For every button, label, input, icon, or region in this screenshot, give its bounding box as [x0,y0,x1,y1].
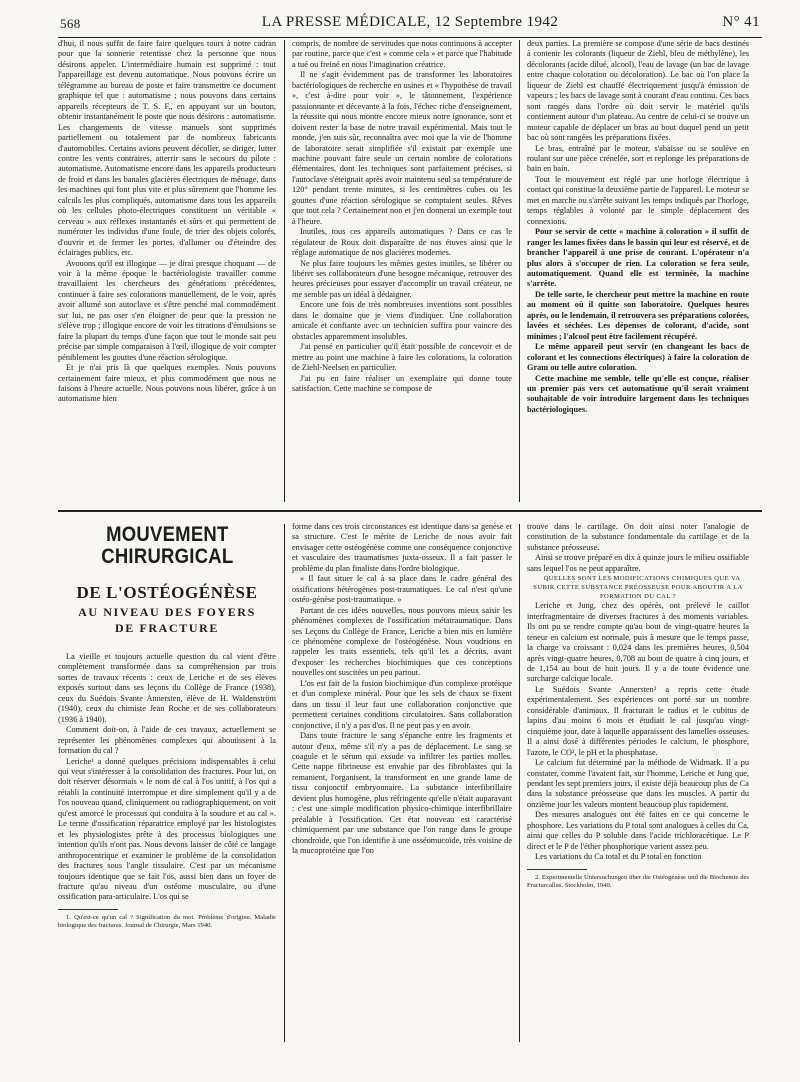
paragraph: La vieille et toujours actuelle question du cal vient d'être complètement transformée dans sa compréhension par trois sortes de travaux récents : ceux de Leriche et de ses élèves exposés surtout dans ses leçons du Collège de France (1938), ceux du Suédois Svante Annersten, élève de H. Waldenström (1940), ceux du chimiste Jean Roche et de ses collaborateurs (1936 à 1940). [58,652,276,724]
article-title-line: AU NIVEAU DES FOYERS [78,605,256,619]
top-column-2 [292,39,512,505]
top-column-1 [58,39,276,505]
paragraph: Ne plus faire toujours les mêmes gestes inutiles, se libérer ou libérer ses collaborateurs d'une besogne mécanique, retrouver des heures précieuses pour essayer d'accomplir un travail créateur, ne me semble pas un idéal à dédaigner. [292,258,512,299]
paragraph: Cette machine me semble, telle qu'elle est conçue, réaliser un premier pas vers cet automatisme qu'il serait vraiment souhaitable de voir introduire largement dans les techniques bactériologiques. [527,373,749,414]
top-column-3 [527,39,749,505]
paragraph: Le calcium fut déterminé par la méthode de Widmark. Il a pu constater, comme l'avaient fait, sur l'homme, Leriche et Jung que, pendant les sept premiers jours, il existe déjà beaucoup plus de Ca dans la substance préosseuse que dans les muscles. A partir du onzième jour les valeurs montent beaucoup plus rapidement. [527,758,749,809]
column-rule [519,524,520,1042]
paragraph: trouve dans le cartilage. On doit ainsi noter l'analogie de constitution de la substance fondamentale du cartilage et de la substance préosseuse. [527,522,749,552]
paragraph: J'ai pensé en particulier qu'il était possible de concevoir et de mettre au point une machine à faire les colorations, la coloration de Ziehl-Neelsen en particulier. [292,342,512,373]
paragraph: Leriche¹ a donné quelques précisions indispensables à celui qui veut s'intéresser à la consolidation des fractures. Pour lui, on doit réserver désormais « le nom de cal à l'os unitif, à l'os qui a rétabli la continuité interrompue et dire simplement qu'il y a de l'os nouveau quand, cliniquement ou radiographiquement, on voit qu'est amorcé le processus qui conduira à la soudure et au cal ». Le terme d'ossification réparatrice employé par les histologistes et les physiologistes prête à des processus biologiques une intention qu'ils n'ont pas. Nous devons laisser de côté ce langage anthropocentrique et examiner le problème de la consolidation des fractures sous l'angle tissulaire. C'est par un mécanisme toujours identique que se fait l'os, aussi bien dans un foyer de fracture qu'au niveau d'un ostéome musculaire, ou d'une ossification para-articulaire. L'os qui se [58,756,276,902]
footnote-rule [527,869,587,870]
column-rule [284,40,285,502]
subheading: QUELLES SONT LES MODIFICATIONS CHIMIQUES QUE VA SUBIR CETTE SUBSTANCE PRÉOSSEUSE POUR ABOUTIR A LA FORMATION DU CAL ? [533,575,743,601]
paragraph: J'ai pu en faire réaliser un exemplaire qui donne toute satisfaction. Cette machine se compose de [292,373,512,393]
section-title: MOUVEMENT CHIRURGICAL [101,523,234,568]
article-title [58,582,276,636]
column-rule [519,40,520,502]
paragraph: Tout le mouvement est réglé par une horloge électrique à contact qui constitue la deuxième partie de l'appareil. Le moteur se met en marche ou s'arrête suivant les temps indiqués par l'horloge, temps réglables à volonté par le simple déplacement des connexions. [527,174,749,226]
paragraph: Les variations du Ca total et du P total en fonction [535,852,702,862]
article-column-1 [58,522,276,1044]
paragraph: Comment doit-on, à l'aide de ces travaux, actuellement se représenter les phénomènes complexes qui aboutissent à la formation du cal ? [58,725,276,756]
paragraph: Le bras, entraîné par le moteur, s'abaisse ou se soulève en roulant sur une pièce crénelée, sort et replonge les préparations de bain en bain. [527,143,749,174]
paragraph: compris, de nombre de servitudes que nous continuons à accepter par routine, parce que c'est « comme cela » et parce que l'habitude a tué ou freiné en nous l'imagination créatrice. [292,39,512,69]
paragraph: forme dans ces trois circonstances est identique dans sa genèse et sa structure. C'est le mérite de Leriche de nous avoir fait envisager cette ostéogénèse comme une conséquence conjonctive et vasculaire des traumatismes juxta-osseux. Il a fait passer le problème du plan finaliste dans l'ordre biologique. [292,522,512,573]
paragraph: Et je n'ai pris là que quelques exemples. Nous pouvons certainement faire mieux, et plus commodément que nous ne faisons à l'heure actuelle. Nous pouvons nous libérer, grâce à un automatisme bien [58,363,276,404]
article-column-3 [527,522,749,1044]
paragraph: Avouons qu'il est illogique — je dirai presque choquant — de voir à la même époque le bactériologiste travailler comme travaillaient les chercheurs des générations précédentes, continuer à faire ses colorations manuellement, de le voir, après avoir allumé son autoclave et s'être penché mal commodément sur lui, ne pas oser s'en éloigner de peur que la pression ne s'élève trop ; illogique encore de voir les titrations d'émulsions se faire la plupart du temps d'une façon que tout le monde sait peu précise par simple comparaison à l'œil, illogique de voir compter péniblement les gouttes d'une réaction sérologique. [58,258,276,362]
issue-number: N° 41 [722,14,760,30]
paragraph: Leriche et Jung, chez des opérés, ont prélevé le caillot interfragmentaire de diverses fractures à des moments variables. Ils ont pu se rendre compte qu'au bout de vingt-quatre heures la teneur en calcium est normale, puis à mesure que le temps passe, la charge va croissant : 0,024 dans les premières heures, 0,504 après vingt-quatre heures, 0,708 au bout de quatre à cinq jours, et de 1,154 au bout de huit jours. Il y a de toute évidence une surcharge calcique locale. [527,601,749,684]
paragraph: deux parties. La première se compose d'une série de bacs destinés à contenir les colorants (liqueur de Ziehl, bleu de méthylène), les décolorants (acide dilué, alcool), l'eau de lavage (un bac de lavage entre chaque coloration ou décoloration). Le bac où l'on place la liqueur de Ziehl est chauffé électriquement jusqu'à émission de vapeurs ; les bacs de lavage sont à courant d'eau continu. Ces bacs sont rangés dans l'ordre où doit servir le matériel qu'ils contiennent autour d'un plateau. Au centre de celui-ci se trouve un moteur capable de déplacer un bras au bout duquel pend un petit bac où sont rangées les préparations fixées. [527,39,749,143]
column-rule [284,524,285,1042]
article-title-line: DE FRACTURE [115,621,219,635]
paragraph: Des mesures analogues ont été faites en ce qui concerne le phosphore. Les variations du P total sont analogues à celles du Ca, ainsi que celles du P soluble dans l'acide trichloracétique. Le P direct et le P de l'éther phosphorique varient assez peu. [527,810,749,851]
paragraph: Ainsi se trouve préparé en dix à quinze jours le milieu ossifiable sans lequel l'os ne peut apparaître. [527,553,749,573]
paragraph: d'hui, il nous suffit de faire faire quelques tours à notre cadran pour que la sonnerie retentisse chez la personne que nous désirons appeler. L'intermédiaire humain est supprimé : tout l'appareillage est devenu automatique. Nous pouvons écrire un télégramme au bureau de poste et faire transmettre ce document graphique tel que : automatisme ; nous pouvons dans certains appareils récepteurs de T. S. F., en appuyant sur un bouton, obtenir instantanément le poste que nous désirons : automatisme. Les changements de vitesse manuels sont supprimés partiellement ou totalement par de nombreux fabricants d'automobiles. Certains avions peuvent décoller, se diriger, lutter contre les vents contraires, atterrir sans le secours du pilote : automatisme. Automatisme encore dans les appareils producteurs de froid et dans les banales glacières électriques de ménage, dans les machines qui font plus vite et plus sûrement que l'homme les calculs les plus compliqués, automatisme dans tous les appareils où les cellules photo-électriques constituent un véritable « cerveau » aux réflexes instantanés et sûrs et qui permettent de numéroter les individus d'une foule, de trier des objets colorés, d'ouvrir et de fermer les portes, d'allumer ou d'éteindre des éclairages publics, etc. [58,39,276,258]
paragraph: Partant de ces idées nouvelles, nous pouvons mieux saisir les phénomènes complexes de l'ossification métatraumatique. Dans ses Leçons du Collège de France, Leriche a bien mis en lumière ce phénomène complexe de l'ostéogénèse. Nous voudrions en rappeler les traits essentiels, tels qu'il les a décrits, avant d'exposer les recherches biochimiques que ces conceptions nouvelles ont suscitées un peu partout. [292,605,512,678]
running-head [60,12,760,36]
article-column-2 [292,522,512,1044]
paragraph: Inutiles, tous ces appareils automatiques ? Dans ce cas le régulateur de Roux doit disparaître de nos étuves ainsi que le réglage automatique de nos glacières modernes. [292,227,512,258]
paragraph: Il ne s'agit évidemment pas de transformer les laboratoires bactériologiques de recherche en usines et « l'hypothèse de travail », c'est à-dire pour voir », le tâtonnement, l'expérience passionnante et décevante à la fois, l'échec riche d'enseignement, la réussite qui nous montre encore mieux notre ignorance, sont et doivent rester la base de notre travail expérimental. Mais tout le monde, j'en suis sûr, reconnaîtra avec moi que la vie de l'homme de laboratoire serait simplifiée s'il existait par exemple une machine pouvant faire seule un certain nombre de colorations élémentaires, dont les techniques sont parfaitement précises, si l'autoclave s'éteignait après avoir maintenu seul sa température de 120° pendant trente minutes, si les centimètres cubes ou les gouttes d'une réaction sérologique se comptaient seules. Rêves que tout cela ? Certainement non et j'en donnerai un exemple tout à l'heure. [292,70,512,226]
section-rule [58,510,762,512]
paragraph: Pour se servir de cette « machine à coloration » il suffit de ranger les lames fixées dans le bassin qui leur est réservé, et de brancher l'appareil à une prise de courant. L'opérateur n'a plus alors à s'occuper de rien. La coloration se fera seule, automatiquement. Quand elle est terminée, la machine s'arrête. [527,227,749,289]
article-title-line: DE L'OSTÉOGÉNÈSE [76,583,258,602]
paragraph: L'os est fait de la fusion biochimique d'un complexe protéique et d'un complexe minéral. Pour que les sels de chaux se fixent dans un tissu il leur faut une collaboration conjonctive que permettent certaines conditions circulatoires. Sans collaboration conjonctive, il n'y a pas d'os. Il ne peut pas y en avoir. [292,678,512,730]
footnote: 1. Qu'est-ce qu'un cal ? Signification du mot. Problème d'origine. Maladie biologique des fractures. Journal de Chirurgie, Mars 1940. [58,913,276,930]
paragraph: Encore une fois de très nombreuses inventions sont possibles dans le domaine que je viens d'indiquer. Une collaboration amicale et confiante avec un technicien suffira pour vaincre des obstacles apparemment insolubles. [292,300,512,341]
footnote-rule [58,909,118,910]
paragraph: Le même appareil peut servir (en changeant les bacs de colorant et les connections électriques) à faire la coloration de Gram ou telle autre coloration. [527,342,749,373]
paragraph: De telle sorte, le chercheur peut mettre la machine en route au moment où il quitte son laboratoire. Quelques heures après, ou le lendemain, il retrouvera ses préparations colorées, lavées et séchées. Les dépenses de colorant, d'acide, sont minimes ; l'alcool peut être facilement récupéré. [527,289,749,341]
footnote: 2. Experimentelle Untersuchungen über die Ostéogénèse und die Biochemie des Fracturcallus. Stockholm, 1940. [527,873,749,889]
paragraph: Le Suédois Svante Annersten² a repris cette étude expérimentalement. Ses expériences ont porté sur un nombre considérable d'animaux. Il fracturait le radius et le cubitus de lapins d'au moins 6 mois et étudiait le cal jusqu'au vingt-cinquième jour, date à laquelle apparaissent des lamelles osseuses. Il a ainsi dosé à différentes périodes le calcium, le phosphore, l'azote, le CO², le pH et la phosphatase. [527,684,749,757]
paragraph: « Il faut situer le cal à sa place dans le cadre général des ossifications hétérogènes post-traumatiques. Le cal n'est qu'une ostéo-génèse post-traumatique. » [292,574,512,605]
journal-title: LA PRESSE MÉDICALE, 12 Septembre 1942 [261,14,559,30]
paragraph: Dans toute fracture le sang s'épanche entre les fragments et autour d'eux, même s'il n'y a pas de déplacement. Le sang se coagule et le sérum qui exsude va infiltrer les parties molles. Cette nappe fibrineuse est envahie par des fibroblastes qui la remanient, l'organisent, la transforment en une grande lame de tissu conjonctif embryonnaire. La substance interfibrillaire devient plus homogène, plus réfringente qu'elle n'était auparavant : c'est une simple modification physico-chimique interfibrillaire préalable à l'ossification. Cet état nouveau est caractérisé chimiquement par une substance que l'on range dans le groupe chondroïde, que l'on identifie à une osséomucoïde, très voisine de la mucoprotéine que l'on [292,731,512,856]
header-rule [58,37,762,38]
page-number: 568 [60,16,81,31]
